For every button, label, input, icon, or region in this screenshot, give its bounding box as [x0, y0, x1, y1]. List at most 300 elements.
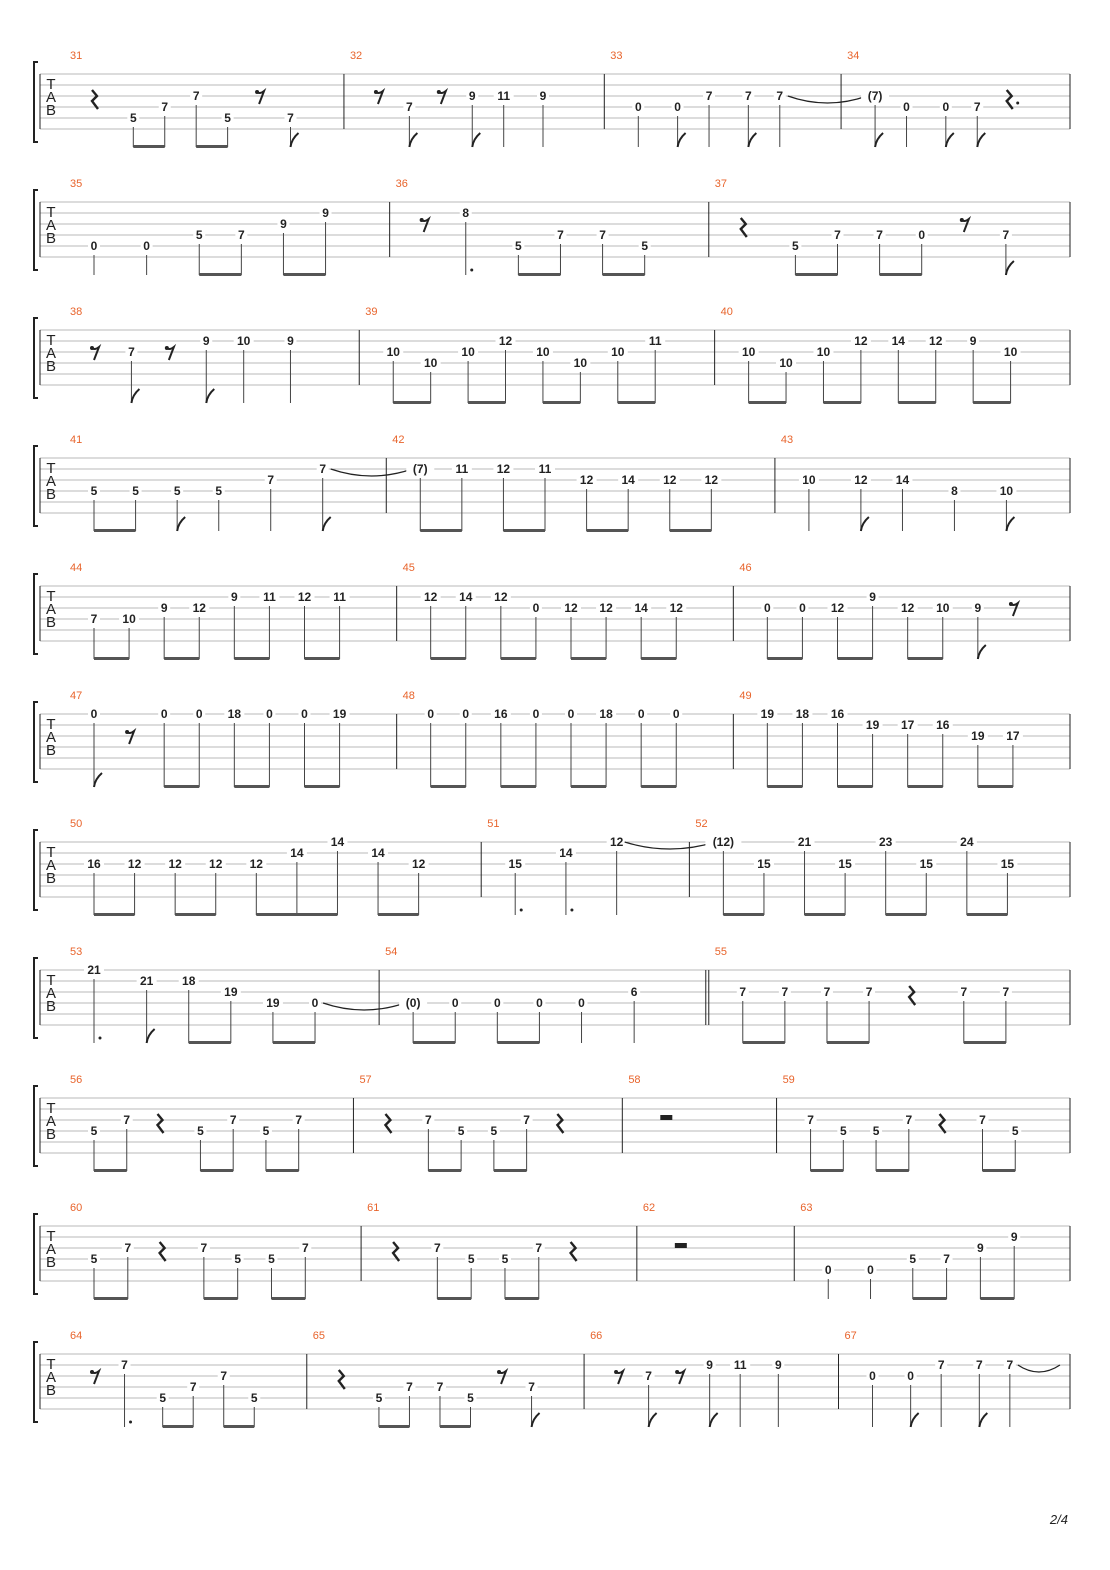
fret-number: 7 [123, 1113, 131, 1127]
beam [164, 785, 199, 788]
fret-number: 5 [262, 1124, 270, 1138]
tab-clef-letter: A [45, 729, 57, 746]
fret-number: 7 [128, 345, 135, 359]
system-bracket [34, 702, 38, 782]
quarter-rest [158, 1114, 164, 1133]
measure-number: 59 [782, 1074, 795, 1086]
fret-number: 5 [159, 1391, 167, 1405]
tie-arc [625, 842, 716, 849]
fret-number: 8 [951, 484, 958, 498]
note-flag [472, 133, 480, 147]
measure-number: 55 [714, 946, 728, 958]
fret-number: 7 [645, 1369, 652, 1383]
measure-number: 67 [844, 1330, 857, 1342]
beam [913, 1297, 947, 1300]
fret-number: 10 [536, 345, 550, 359]
beam [271, 1297, 305, 1300]
beam [234, 657, 269, 660]
measure-31 [70, 50, 344, 148]
page-number: 2/4 [1049, 1512, 1068, 1527]
fret-number: 7 [238, 228, 245, 242]
fret-number: 21 [87, 963, 101, 977]
fret-number: 19 [971, 729, 985, 743]
fret-number: 10 [423, 356, 438, 370]
fret-number: 0 [90, 239, 98, 253]
fret-number: 10 [802, 473, 816, 487]
measure-39 [365, 306, 714, 404]
fret-number: 7 [865, 985, 873, 999]
measure-number: 58 [628, 1074, 641, 1086]
measure-number: 39 [365, 306, 378, 318]
beam [964, 1041, 1006, 1044]
beam [305, 785, 340, 788]
fret-number: 12 [854, 334, 868, 348]
fret-number: 14 [330, 835, 345, 849]
fret-number: 7 [1006, 1358, 1014, 1372]
tab-clef-letter: B [45, 102, 57, 119]
rest-dot [90, 346, 94, 350]
fret-number: 7 [406, 1380, 413, 1394]
fret-number: 5 [641, 239, 649, 253]
measure-number: 33 [610, 50, 623, 62]
fret-number: 12 [496, 462, 511, 476]
fret-number: 7 [161, 100, 169, 114]
fret-number: 12 [564, 601, 578, 615]
tab-clef-letter: T [46, 332, 56, 349]
measure-number: 34 [847, 50, 860, 62]
fret-number: 11 [733, 1358, 747, 1372]
measure-33 [610, 50, 867, 147]
fret-number: 5 [501, 1252, 509, 1266]
fret-number: 0 [301, 707, 308, 721]
fret-number: 5 [195, 228, 203, 242]
measure-number: 45 [402, 562, 415, 574]
measure-number: 60 [70, 1202, 83, 1214]
fret-number: 16 [936, 718, 950, 732]
measure-number: 61 [367, 1202, 380, 1214]
tab-clef-letter: A [45, 1369, 57, 1386]
fret-number: 24 [960, 835, 974, 849]
fret-number: 21 [797, 835, 812, 849]
beam [94, 1297, 128, 1300]
fret-number: 7 [301, 1241, 309, 1255]
measure-37 [715, 178, 1014, 276]
fret-number: 9 [280, 217, 287, 231]
note-flag [147, 1029, 155, 1043]
measure-54 [385, 946, 709, 1044]
fret-number: 0 [266, 707, 273, 721]
fret-number: 7 [528, 1380, 535, 1394]
fret-number: 0 [427, 707, 435, 721]
dot [520, 909, 523, 912]
fret-number: 10 [237, 334, 251, 348]
beam [973, 401, 1010, 404]
quarter-rest [909, 986, 915, 1005]
tab-clef-letter: B [45, 230, 57, 247]
fret-number: 0 [918, 228, 926, 242]
fret-number: 5 [515, 239, 522, 253]
beam [908, 785, 943, 788]
beam [378, 913, 419, 916]
tab-clef-letter: A [45, 217, 57, 234]
tab-clef-letter: B [45, 1254, 57, 1271]
beam [94, 657, 129, 660]
beam [420, 529, 462, 532]
beam [811, 1169, 844, 1172]
beam [641, 657, 676, 660]
beam [980, 1297, 1014, 1300]
dot [129, 1421, 132, 1424]
fret-number: 7 [267, 473, 275, 487]
fret-number: 15 [838, 857, 852, 871]
quarter-rest [385, 1114, 391, 1133]
fret-number: 11 [648, 334, 662, 348]
fret-number: 7 [295, 1113, 303, 1127]
rest-dot [374, 90, 378, 94]
rest-dot [497, 1370, 501, 1374]
measure-number: 64 [70, 1330, 83, 1342]
note-flag [323, 517, 331, 531]
note-flag [532, 1413, 540, 1427]
fret-number: 11 [538, 462, 552, 476]
rest-dot [675, 1370, 679, 1374]
fret-number: 16 [494, 707, 508, 721]
beam [94, 529, 136, 532]
note-flag [979, 1413, 987, 1427]
tab-clef-letter: B [45, 1382, 57, 1399]
measure-number: 48 [402, 690, 415, 702]
beam [876, 1169, 909, 1172]
measure-number: 32 [349, 50, 363, 62]
beam [224, 1425, 255, 1428]
fret-number: 12 [423, 590, 438, 604]
beam [494, 1169, 527, 1172]
fret-number: 5 [234, 1252, 242, 1266]
fret-number: 5 [129, 111, 137, 125]
fret-number: 15 [1000, 857, 1015, 871]
beam [393, 401, 430, 404]
beam [983, 1169, 1016, 1172]
fret-number: 0 [637, 707, 645, 721]
tab-system [34, 562, 1070, 660]
fret-number: 9 [774, 1358, 782, 1372]
rest-dot [165, 346, 169, 350]
fret-number: 5 [90, 1252, 98, 1266]
fret-number: 14 [371, 846, 385, 860]
fret-number: 14 [891, 334, 905, 348]
fret-number: 9 [539, 89, 547, 103]
fret-number: 9 [1010, 1230, 1018, 1244]
tab-clef-letter: A [45, 345, 57, 362]
fret-number: 9 [160, 601, 168, 615]
tab-system [34, 1074, 1070, 1172]
beam [234, 785, 269, 788]
beam [305, 657, 340, 660]
note-flag [748, 133, 756, 147]
fret-number: 5 [90, 484, 98, 498]
beam [767, 785, 802, 788]
note-flag [946, 133, 954, 147]
beam [266, 1169, 299, 1172]
fret-number: 0 [799, 601, 806, 615]
fret-number: 0 [567, 707, 575, 721]
measure-number: 36 [395, 178, 408, 190]
beam [431, 657, 466, 660]
beam [978, 785, 1013, 788]
fret-number: 11 [455, 462, 469, 476]
fret-number: 19 [760, 707, 775, 721]
measure-59 [783, 1074, 1022, 1172]
beam [743, 1041, 785, 1044]
fret-number: 7 [425, 1113, 432, 1127]
fret-number: 0 [869, 1369, 876, 1383]
system-bracket [34, 318, 38, 398]
fret-number: 10 [779, 356, 793, 370]
fret-number: 21 [139, 974, 154, 988]
measure-number: 53 [70, 946, 83, 958]
note-flag [875, 133, 883, 147]
system-bracket [34, 574, 38, 654]
measure-number: 37 [714, 178, 728, 190]
fret-number: 10 [1003, 345, 1018, 359]
system-bracket [34, 1214, 38, 1294]
fret-number: 7 [834, 228, 841, 242]
fret-number: 0 [143, 239, 150, 253]
quarter-rest [393, 1242, 399, 1261]
measure-45 [403, 562, 734, 660]
fret-number: 5 [839, 1124, 847, 1138]
fret-number: 14 [634, 601, 648, 615]
beam [587, 529, 629, 532]
fret-number: 0 [903, 100, 910, 114]
fret-number: 12 [669, 601, 683, 615]
fret-number: 7 [705, 89, 713, 103]
fret-number: 5 [173, 484, 181, 498]
tab-clef-letter: A [45, 857, 57, 874]
dot [570, 909, 573, 912]
fret-number: 17 [900, 718, 915, 732]
fret-number: 10 [611, 345, 625, 359]
fret-number: 9 [706, 1358, 713, 1372]
tab-clef-letter: T [46, 76, 56, 93]
note-flag [177, 517, 185, 531]
system-bracket [34, 958, 38, 1038]
tab-clef-letter: T [46, 1356, 56, 1373]
note-flag [94, 773, 102, 787]
fret-number: 7 [937, 1358, 945, 1372]
beam [468, 401, 505, 404]
quarter-rest [741, 218, 747, 237]
beam [189, 1041, 231, 1044]
fret-number: 11 [333, 590, 346, 604]
system-bracket [34, 446, 38, 526]
measure-41 [70, 434, 412, 532]
fret-number: 7 [192, 89, 200, 103]
fret-number: 7 [599, 228, 606, 242]
beam [603, 273, 645, 276]
fret-number: 12 [209, 857, 223, 871]
fret-number: 0 [824, 1263, 832, 1277]
note-flag [978, 645, 986, 659]
fret-number: 7 [406, 100, 413, 114]
fret-number: 7 [287, 111, 294, 125]
beam [497, 1041, 539, 1044]
measure-47 [70, 690, 397, 788]
measure-67 [844, 1330, 1060, 1427]
measure-52 [695, 818, 1017, 916]
half-rest [660, 1115, 672, 1120]
tab-clef-letter: T [46, 460, 56, 477]
fret-number: 12 [663, 473, 677, 487]
fret-number: 9 [969, 334, 977, 348]
measure-number: 40 [720, 306, 733, 318]
fret-number: 5 [132, 484, 139, 498]
beam [94, 913, 135, 916]
note-flag [409, 133, 417, 147]
tab-clef-letter: A [45, 473, 57, 490]
fret-number: 12 [854, 473, 868, 487]
fret-number: 0 [674, 100, 681, 114]
beam [898, 401, 935, 404]
beam [571, 657, 606, 660]
half-rest [675, 1243, 687, 1248]
fret-number: 18 [227, 707, 242, 721]
measure-66 [590, 1330, 838, 1427]
fret-number: 0 [195, 707, 203, 721]
fret-number: 7 [229, 1113, 237, 1127]
fret-number: 14 [459, 590, 473, 604]
fret-number: 5 [90, 1124, 98, 1138]
measure-49 [739, 690, 1023, 788]
fret-number: 0 [493, 996, 501, 1010]
beam [641, 785, 676, 788]
fret-number: 12 [494, 590, 508, 604]
beam [431, 785, 466, 788]
fret-number: 23 [879, 835, 893, 849]
fret-number: 10 [741, 345, 756, 359]
measure-34 [847, 50, 1019, 147]
measure-57 [359, 1074, 622, 1172]
system-bracket [34, 830, 38, 910]
rest-dot [420, 218, 424, 222]
tab-system [34, 178, 1070, 276]
measure-number: 56 [70, 1074, 83, 1086]
dot [470, 269, 473, 272]
fret-number: 12 [830, 601, 845, 615]
beam [543, 401, 580, 404]
quarter-rest [940, 1114, 946, 1133]
measure-61 [367, 1202, 637, 1300]
beam [379, 1425, 410, 1428]
system-bracket [34, 1342, 38, 1422]
rest-dot [1009, 602, 1013, 606]
tie-arc [1018, 1365, 1060, 1372]
tab-clef-letter: B [45, 742, 57, 759]
fret-number: 7 [121, 1358, 128, 1372]
measure-number: 42 [392, 434, 405, 446]
beam [838, 785, 873, 788]
fret-number: 0 [536, 996, 543, 1010]
fret-number: 7 [905, 1113, 913, 1127]
fret-number: 5 [467, 1391, 474, 1405]
quarter-rest [92, 90, 98, 109]
measure-number: 35 [70, 178, 83, 190]
beam [163, 1425, 194, 1428]
measure-42 [392, 434, 775, 532]
fret-number: 7 [960, 985, 968, 999]
fret-number: 0 [451, 996, 459, 1010]
fret-number: 18 [599, 707, 613, 721]
tab-clef-letter: T [46, 204, 56, 221]
measure-number: 31 [70, 50, 83, 62]
tab-clef-letter: A [45, 601, 57, 618]
measure-60 [70, 1202, 361, 1300]
fret-number: (7) [867, 89, 883, 103]
fret-number: 7 [1002, 985, 1010, 999]
beam [175, 913, 216, 916]
beam [503, 529, 545, 532]
fret-number: 5 [224, 111, 231, 125]
fret-number: 7 [943, 1252, 950, 1266]
fret-number: 0 [672, 707, 680, 721]
beam [827, 1041, 869, 1044]
tab-clef-letter: B [45, 486, 57, 503]
fret-number: 5 [872, 1124, 880, 1138]
fret-number: 0 [90, 707, 98, 721]
note-flag [1006, 517, 1014, 531]
tab-system [34, 818, 1070, 916]
tab-system [34, 434, 1070, 532]
fret-number: 12 [168, 857, 182, 871]
beam [501, 785, 536, 788]
system-bracket [34, 190, 38, 270]
measure-number: 47 [70, 690, 83, 702]
fret-number: 14 [559, 846, 573, 860]
system-bracket [34, 62, 38, 142]
fret-number: 7 [220, 1369, 228, 1383]
fret-number: 8 [462, 206, 470, 220]
rest-dot [90, 1370, 94, 1374]
measure-number: 65 [312, 1330, 326, 1342]
fret-number: 7 [523, 1113, 530, 1127]
tab-clef-letter: T [46, 716, 56, 733]
fret-number: 0 [907, 1369, 914, 1383]
fret-number: 9 [202, 334, 210, 348]
tie-arc [331, 469, 413, 476]
fret-number: 9 [287, 334, 294, 348]
fret-number: 14 [621, 473, 635, 487]
fret-number: 18 [795, 707, 810, 721]
fret-number: 7 [1002, 228, 1010, 242]
fret-number: 19 [266, 996, 280, 1010]
note-flag [861, 517, 869, 531]
fret-number: 0 [942, 100, 950, 114]
tab-system [34, 1330, 1070, 1428]
beam [256, 913, 337, 916]
fret-number: 14 [895, 473, 910, 487]
measure-number: 50 [70, 818, 83, 830]
fret-number: 18 [182, 974, 196, 988]
beam [204, 1297, 238, 1300]
note-flag [977, 133, 985, 147]
quarter-rest [571, 1242, 577, 1261]
fret-number: 5 [490, 1124, 498, 1138]
fret-number: 7 [90, 612, 98, 626]
quarter-rest [339, 1370, 345, 1389]
beam [767, 657, 802, 660]
rest-dot [960, 218, 964, 222]
measure-58 [628, 1074, 776, 1153]
